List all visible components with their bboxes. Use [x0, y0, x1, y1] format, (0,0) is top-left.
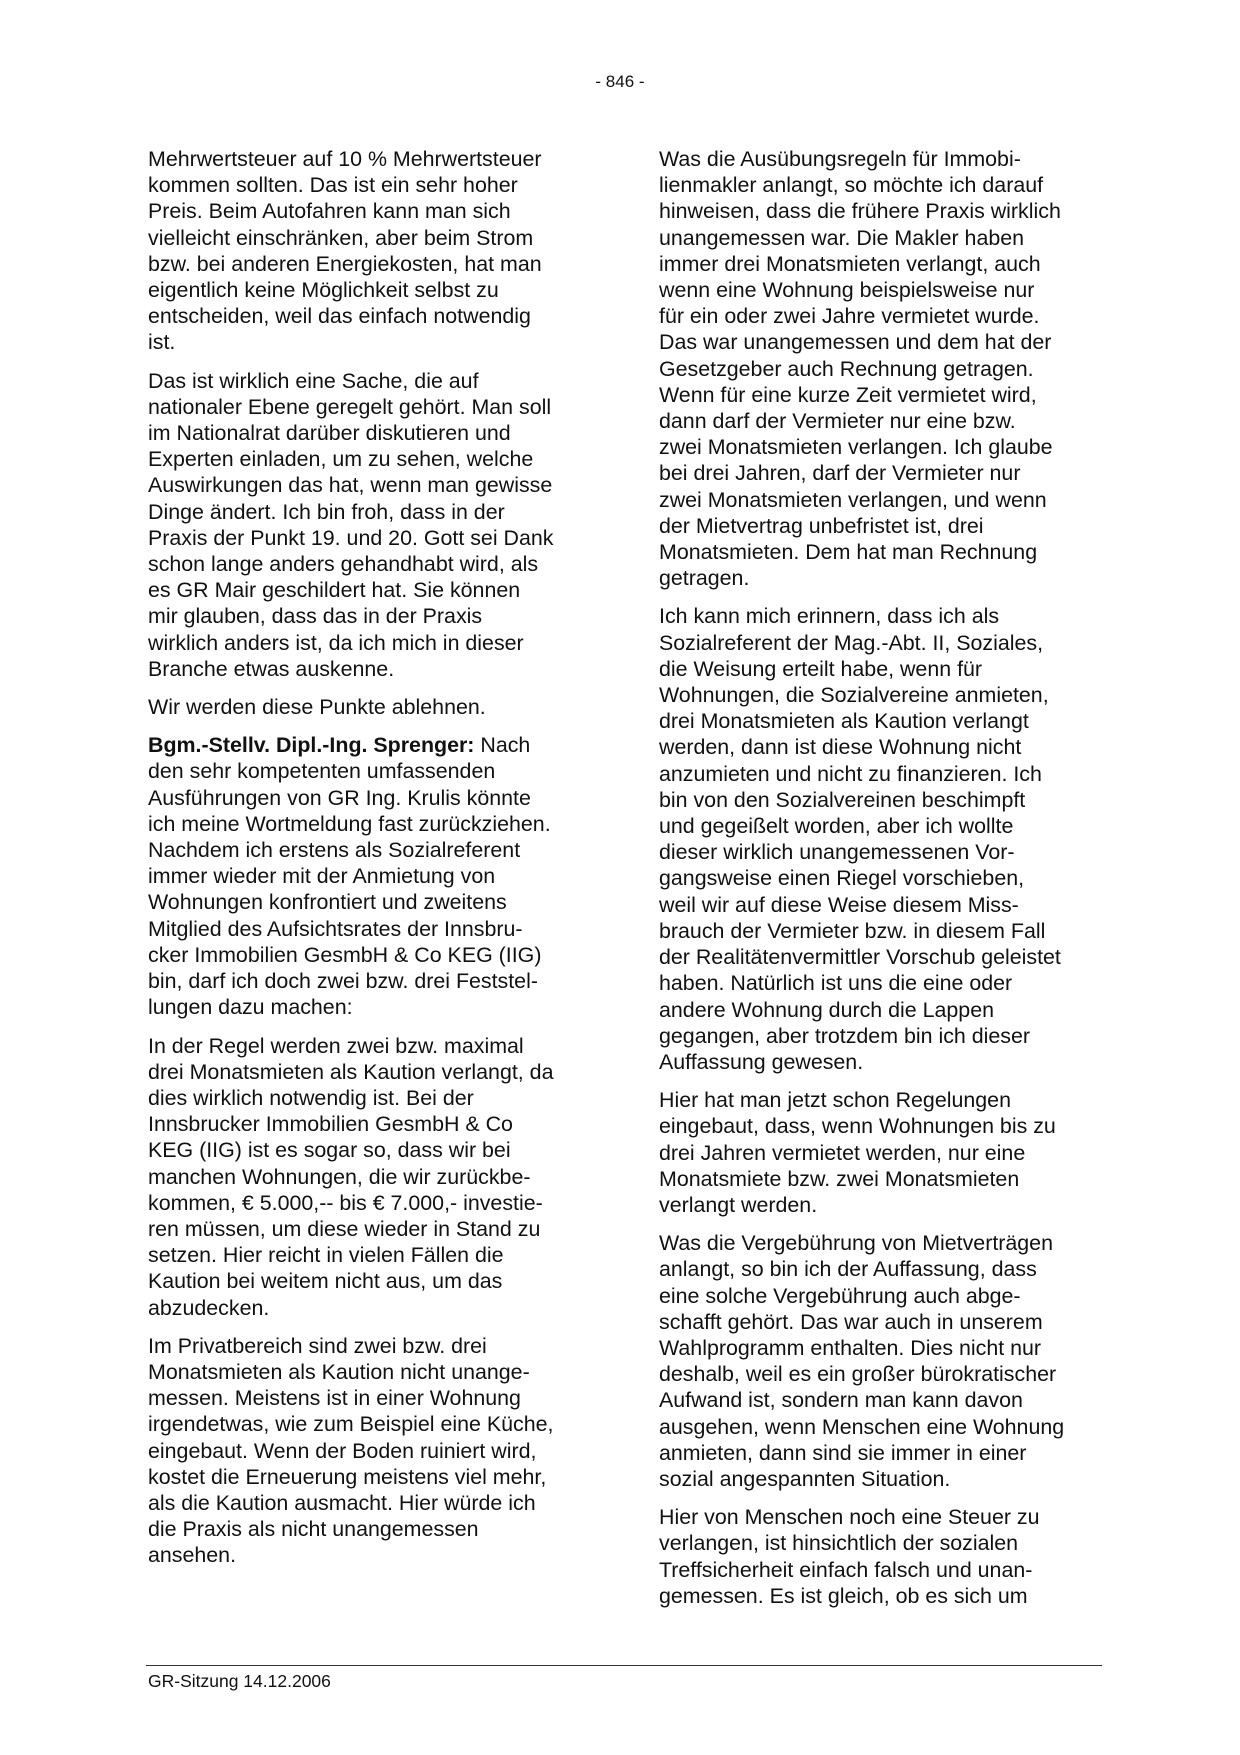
text-line: Praxis der Punkt 19. und 20. Gott sei Dank [148, 525, 554, 550]
footer-divider [146, 1665, 1102, 1666]
text-line: anmieten, dann sind sie immer in einer [659, 1440, 1027, 1465]
left-column [148, 146, 598, 1581]
text-line: Was die Vergebührung von Mietverträgen [659, 1231, 1053, 1256]
text-line: abzudecken. [148, 1295, 270, 1320]
text-line: Monatsmiete bzw. zwei Monatsmieten [659, 1166, 1020, 1191]
text-line: ren müssen, um diese wieder in Stand zu [148, 1216, 541, 1241]
text-line: lungen dazu machen: [148, 995, 353, 1020]
text-line: Wenn für eine kurze Zeit vermietet wird, [659, 382, 1037, 407]
paragraph [659, 1504, 1109, 1609]
text-line: immer wieder mit der Anmietung von [148, 864, 496, 889]
text-line: kommen sollten. Das ist ein sehr hoher [148, 173, 518, 198]
text-line: Auswirkungen das hat, wenn man gewisse [148, 473, 553, 498]
text-line: vielleicht einschränken, aber beim Strom [148, 225, 534, 250]
text-line: weil wir auf diese Weise diesem Miss- [659, 892, 1019, 917]
text-line [148, 732, 598, 758]
text-line: Aufwand ist, sondern man kann davon [659, 1388, 1023, 1413]
text-line: bzw. bei anderen Energiekosten, hat man [148, 251, 542, 276]
text-line: dieser wirklich unangemessenen Vor- [659, 840, 1015, 865]
text-line: ich meine Wortmeldung fast zurückziehen. [148, 811, 551, 836]
text-line: drei Monatsmieten als Kaution verlangt [659, 709, 1029, 734]
text-line: der Realitätenvermittler Vorschub geleistet [659, 945, 1061, 970]
text-line: Kaution bei weitem nicht aus, um das [148, 1269, 503, 1294]
text-line: Was die Ausübungsregeln für Immobi- [659, 147, 1021, 171]
text-line: Mehrwertsteuer auf 10 % Mehrwertsteuer [148, 147, 542, 171]
text-line: schon lange anders gehandhabt wird, als [148, 552, 539, 577]
text-line: eine solche Vergebührung auch abge- [659, 1283, 1021, 1308]
speaker-paragraph [148, 732, 598, 1020]
right-column [659, 146, 1109, 1621]
text-line: es GR Mair geschildert hat. Sie können [148, 578, 521, 603]
text-line: Experten einladen, um zu sehen, welche [148, 447, 534, 472]
text-line: gegangen, aber trotzdem bin ich dieser [659, 1023, 1031, 1048]
paragraph [148, 146, 598, 356]
text-line: dann darf der Vermieter nur eine bzw. [659, 409, 1016, 434]
text-line: die Praxis als nicht unangemessen [148, 1517, 479, 1542]
text-line: Ausführungen von GR Ing. Krulis könnte [148, 785, 531, 810]
text-line: mir glauben, dass das in der Praxis [148, 604, 483, 629]
text-line: Wahlprogramm enthalten. Dies nicht nur [659, 1335, 1042, 1360]
text-line: Auffassung gewesen. [659, 1049, 864, 1074]
text-line: Treffsicherheit einfach falsch und unan- [659, 1557, 1033, 1582]
text-line: und gegeißelt worden, aber ich wollte [659, 814, 1014, 839]
text-line: Monatsmieten als Kaution nicht unange- [148, 1359, 530, 1384]
text-line: haben. Natürlich ist uns die eine oder [659, 971, 1013, 996]
text-line: hinweisen, dass die frühere Praxis wirklich [659, 199, 1061, 224]
text-line: lienmakler anlangt, so möchte ich darauf [659, 173, 1044, 198]
text-line: Ich kann mich erinnern, dass ich als [659, 604, 1000, 629]
paragraph [148, 368, 598, 682]
text-line: Dinge ändert. Ich bin froh, dass in der [148, 499, 505, 524]
text-line: werden, dann ist diese Wohnung nicht [659, 735, 1022, 760]
text-line: dies wirklich notwendig ist. Bei der [148, 1085, 474, 1110]
text-line: KEG (IIG) ist es sogar so, dass wir bei [148, 1138, 511, 1163]
text-line: anlangt, so bin ich der Auffassung, dass [659, 1257, 1037, 1282]
text-line: Wir werden diese Punkte ablehnen. [148, 695, 486, 720]
paragraph [659, 1230, 1109, 1492]
text-line: setzen. Hier reicht in vielen Fällen die [148, 1243, 504, 1268]
text-line: kostet die Erneuerung meistens viel mehr, [148, 1464, 547, 1489]
text-line: drei Monatsmieten als Kaution verlangt, da [148, 1059, 554, 1084]
paragraph [148, 1033, 598, 1321]
text-line: messen. Meistens ist in einer Wohnung [148, 1386, 521, 1411]
text-line: zwei Monatsmieten verlangen. Ich glaube [659, 435, 1053, 460]
text-line: ist. [148, 330, 176, 355]
text-line: wirklich anders ist, da ich mich in dieser [148, 630, 524, 655]
text-line: Hier von Menschen noch eine Steuer zu [659, 1505, 1040, 1530]
page-number: - 846 - [595, 72, 645, 91]
text-line: drei Jahren vermietet werden, nur eine [659, 1140, 1026, 1165]
text-line: bin, darf ich doch zwei bzw. drei Feststel- [148, 969, 538, 994]
text-line: andere Wohnung durch die Lappen [659, 997, 994, 1022]
text-line: Hier hat man jetzt schon Regelungen [659, 1088, 1011, 1113]
text-line: gangsweise einen Riegel vorschieben, [659, 866, 1025, 891]
paragraph [148, 1333, 598, 1569]
speaker-name: Bgm.-Stellv. Dipl.-Ing. Sprenger: [148, 733, 475, 758]
text-line: brauch der Vermieter bzw. in diesem Fall [659, 918, 1046, 943]
text-line: entscheiden, weil das einfach notwendig [148, 304, 531, 329]
text-line: für ein oder zwei Jahre vermietet wurde. [659, 304, 1040, 329]
text-line: eingebaut. Wenn der Boden ruiniert wird, [148, 1438, 537, 1463]
text-line: eigentlich keine Möglichkeit selbst zu [148, 278, 499, 303]
text-line: Sozialreferent der Mag.-Abt. II, Soziales, [659, 630, 1044, 655]
text-line: deshalb, weil es ein großer bürokratischer [659, 1362, 1057, 1387]
text-line: Gesetzgeber auch Rechnung getragen. [659, 356, 1034, 381]
text-line: anzumieten und nicht zu finanzieren. Ich [659, 761, 1042, 786]
text-line: wenn eine Wohnung beispielsweise nur [659, 278, 1035, 303]
text-line: eingebaut, dass, wenn Wohnungen bis zu [659, 1114, 1056, 1139]
text-line: cker Immobilien GesmbH & Co KEG (IIG) [148, 942, 542, 967]
text-line: Wohnungen konfrontiert und zweitens [148, 890, 507, 915]
text-line: nationaler Ebene geregelt gehört. Man soll [148, 394, 552, 419]
paragraph [148, 694, 598, 720]
text-line: gemessen. Es ist gleich, ob es sich um [659, 1583, 1028, 1608]
text-line: Im Privatbereich sind zwei bzw. drei [148, 1333, 487, 1358]
text-line: bin von den Sozialvereinen beschimpft [659, 787, 1026, 812]
text-line: Branche etwas auskenne. [148, 656, 395, 681]
text-line-rest: Nach [474, 733, 531, 758]
text-line: verlangen, ist hinsichtlich der sozialen [659, 1531, 1019, 1556]
text-line: Nachdem ich erstens als Sozialreferent [148, 838, 521, 863]
text-line: sozial angespannten Situation. [659, 1466, 951, 1491]
text-line: Das war unangemessen und dem hat der [659, 330, 1052, 355]
text-line: Innsbrucker Immobilien GesmbH & Co [148, 1112, 513, 1137]
text-line: manchen Wohnungen, die wir zurückbe- [148, 1164, 531, 1189]
text-line: getragen. [659, 566, 750, 591]
text-line: irgendetwas, wie zum Beispiel eine Küche, [148, 1412, 554, 1437]
text-line: verlangt werden. [659, 1192, 818, 1217]
paragraph [659, 603, 1109, 1075]
text-line: Monatsmieten. Dem hat man Rechnung [659, 540, 1038, 565]
text-line: bei drei Jahren, darf der Vermieter nur [659, 461, 1021, 486]
text-line: immer drei Monatsmieten verlangt, auch [659, 251, 1041, 276]
text-line: zwei Monatsmieten verlangen, und wenn [659, 487, 1047, 512]
paragraph [659, 1087, 1109, 1218]
text-line: kommen, € 5.000,-- bis € 7.000,- investie- [148, 1190, 543, 1215]
text-line: im Nationalrat darüber diskutieren und [148, 421, 511, 446]
text-line: Wohnungen, die Sozialvereine anmieten, [659, 683, 1049, 708]
footer-session-date: GR-Sitzung 14.12.2006 [148, 1671, 331, 1691]
text-line: In der Regel werden zwei bzw. maximal [148, 1033, 524, 1058]
text-line: unangemessen war. Die Makler haben [659, 225, 1025, 250]
text-line: Das ist wirklich eine Sache, die auf [148, 368, 479, 393]
text-line: die Weisung erteilt habe, wenn für [659, 656, 983, 681]
text-line: der Mietvertrag unbefristet ist, drei [659, 513, 984, 538]
text-line: als die Kaution ausmacht. Hier würde ich [148, 1490, 536, 1515]
text-line: Preis. Beim Autofahren kann man sich [148, 199, 511, 224]
text-line: ausgehen, wenn Menschen eine Wohnung [659, 1414, 1065, 1439]
text-line: ansehen. [148, 1543, 237, 1568]
text-line: den sehr kompetenten umfassenden [148, 759, 496, 784]
text-line: schafft gehört. Das war auch in unserem [659, 1309, 1043, 1334]
paragraph [659, 146, 1109, 591]
text-line: Mitglied des Aufsichtsrates der Innsbru- [148, 916, 523, 941]
